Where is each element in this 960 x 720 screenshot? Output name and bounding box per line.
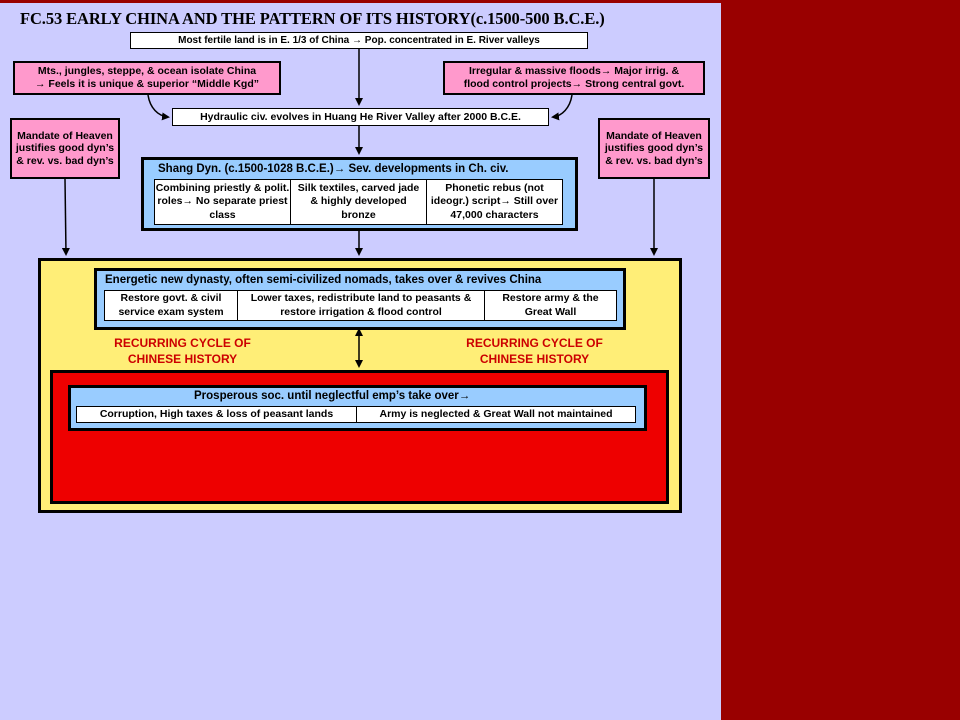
- arrow-isolation-to-hydraulic: [148, 95, 168, 117]
- arrow-mandate-left-to-cycle: [65, 179, 66, 254]
- floods-line2: flood control projects→ Strong central govt.: [463, 78, 685, 90]
- arrow-floods-to-hydraulic: [553, 95, 572, 117]
- prosperous-cell-army: Army is neglected & Great Wall not maintained: [356, 406, 636, 423]
- energetic-cell-govt: Restore govt. & civil service exam system: [104, 290, 238, 321]
- energetic-cell-army: Restore army & the Great Wall: [484, 290, 617, 321]
- shang-heading: Shang Dyn. (c.1500-1028 B.C.E.)→ Sev. developments in Ch. civ.: [158, 163, 509, 175]
- fertile-land-text: Most fertile land is in E. 1/3 of China → Pop. concentrated in E. River valleys: [178, 34, 540, 46]
- isolation-line1: Mts., jungles, steppe, & ocean isolate China: [37, 65, 257, 78]
- hydraulic-text: Hydraulic civ. evolves in Huang He River Valley after 2000 B.C.E.: [200, 110, 521, 123]
- energetic-heading: Energetic new dynasty, often semi-civilized nomads, takes over & revives China: [105, 274, 542, 286]
- mandate-right-text: Mandate of Heaven justifies good dyn’s & rev. vs. bad dyn’s: [604, 129, 704, 167]
- prosperous-cell-corruption: Corruption, High taxes & loss of peasant lands: [76, 406, 357, 423]
- mandate-left-text: Mandate of Heaven justifies good dyn’s & rev. vs. bad dyn’s: [15, 129, 115, 167]
- shang-cell-priestly: Combining priestly & polit. roles→ No separate priest class: [154, 179, 291, 225]
- cycle-label-right: RECURRING CYCLE OF CHINESE HISTORY: [466, 336, 603, 366]
- energetic-cell-taxes: Lower taxes, redistribute land to peasants & restore irrigation & flood control: [237, 290, 485, 321]
- shang-cell-silk: Silk textiles, carved jade & highly developed bronze: [290, 179, 427, 225]
- shang-cell-script: Phonetic rebus (not ideogr.) script→ Still over 47,000 characters: [426, 179, 563, 225]
- page-title: FC.53 EARLY CHINA AND THE PATTERN OF ITS HISTORY(c.1500-500 B.C.E.): [20, 9, 605, 28]
- floods-line1: Irregular & massive floods→ Major irrig. &: [468, 65, 680, 78]
- prosperous-heading: Prosperous soc. until neglectful emp’s take over→: [194, 390, 471, 402]
- isolation-line2: → Feels it is unique & superior “Middle Kgd”: [34, 78, 260, 90]
- cycle-label-left: RECURRING CYCLE OF CHINESE HISTORY: [114, 336, 251, 366]
